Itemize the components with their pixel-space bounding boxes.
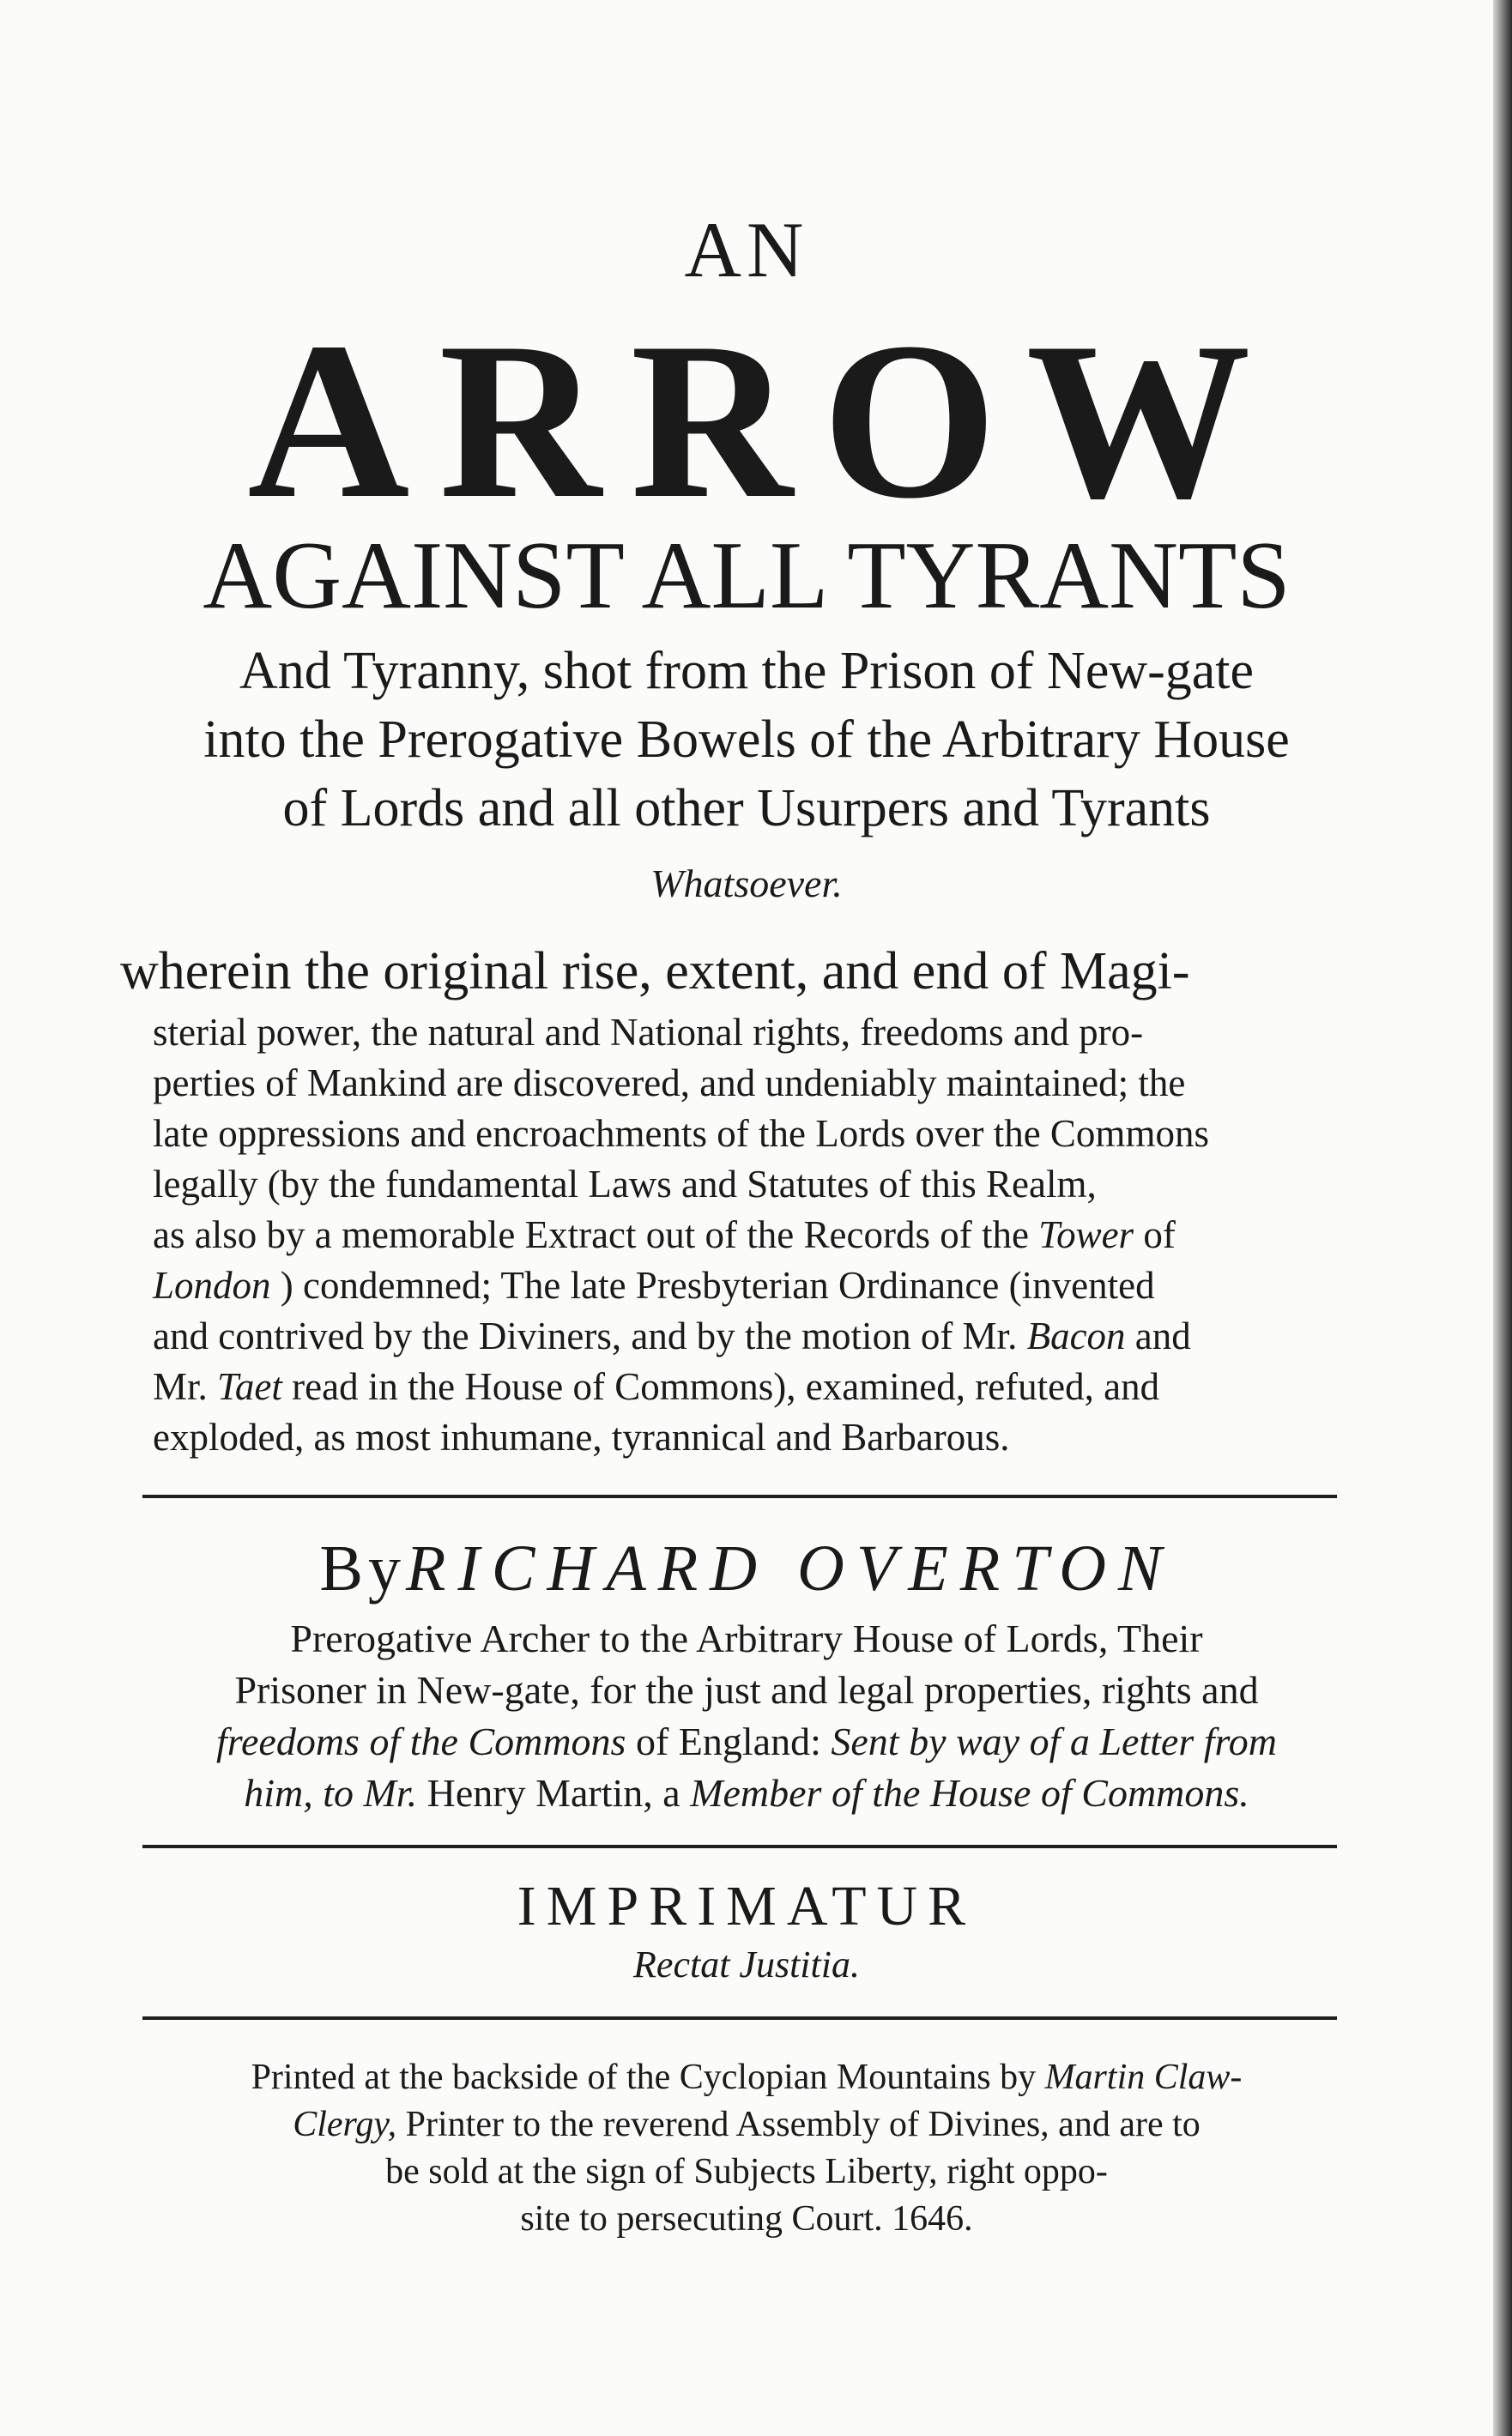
description-line: perties of Mankind are discovered, and undeniably maintained; the xyxy=(153,1061,1186,1104)
colophon xyxy=(0,2054,1493,2243)
description-line: London ) condemned; The late Presbyterian Ordinance (invented xyxy=(153,1264,1155,1307)
description-line: and contrived by the Diviners, and by the motion of Mr. Bacon and xyxy=(153,1315,1191,1357)
title-an: AN xyxy=(684,206,809,293)
divider-rule xyxy=(142,1495,1337,1498)
subtitle-line: into the Prerogative Bowels of the Arbitrary House xyxy=(203,710,1290,769)
title-against-all-tyrants: AGAINST ALL TYRANTS xyxy=(203,523,1291,629)
subtitle xyxy=(0,637,1493,843)
imprimatur: IMPRIMATUR xyxy=(517,1875,977,1937)
author-role xyxy=(0,1613,1493,1819)
description-first-line: wherein the original rise, extent, and end of Magi- xyxy=(120,942,1190,1000)
description xyxy=(120,935,1339,1463)
colophon-line: Clergy, Printer to the reverend Assembly of Divines, and are to xyxy=(293,2105,1201,2144)
role-line: him, to Mr. Henry Martin, a Member of the House of Commons. xyxy=(244,1771,1249,1815)
byline xyxy=(0,1527,1493,1610)
role-line: Prisoner in New-gate, for the just and legal properties, rights and xyxy=(234,1668,1259,1712)
colophon-line: site to persecuting Court. 1646. xyxy=(520,2199,973,2239)
role-line: freedoms of the Commons of England: Sent by way of a Letter from xyxy=(216,1720,1277,1763)
title-arrow: ARROW xyxy=(247,296,1280,545)
subtitle-whatsoever: Whatsoever. xyxy=(650,861,843,905)
divider-rule xyxy=(142,1845,1337,1848)
byline-by: By xyxy=(319,1532,407,1605)
subtitle-line: And Tyranny, shot from the Prison of New-gate xyxy=(239,642,1255,700)
description-line: sterial power, the natural and National rights, freedoms and pro- xyxy=(153,1011,1144,1054)
subtitle-line: of Lords and all other Usurpers and Tyrants xyxy=(282,779,1211,837)
description-line: as also by a memorable Extract out of the Records of the Tower of xyxy=(153,1213,1176,1256)
colophon-line: be sold at the sign of Subjects Liberty, right oppo- xyxy=(385,2152,1108,2191)
colophon-line: Printed at the backside of the Cyclopian Mountains by Martin Claw- xyxy=(251,2058,1243,2097)
description-line: late oppressions and encroachments of the Lords over the Commons xyxy=(153,1112,1209,1155)
description-line: exploded, as most inhumane, tyrannical and Barbarous. xyxy=(153,1416,1010,1459)
description-line: legally (by the fundamental Laws and Statutes of this Realm, xyxy=(153,1163,1097,1206)
imprimatur-subtitle: Rectat Justitia. xyxy=(633,1943,860,1986)
role-line: Prerogative Archer to the Arbitrary House of Lords, Their xyxy=(290,1617,1203,1660)
divider-rule xyxy=(142,2016,1337,2020)
author-name: RICHARD OVERTON xyxy=(406,1532,1174,1605)
description-line: Mr. Taet read in the House of Commons), examined, refuted, and xyxy=(153,1365,1160,1408)
page-edge-shadow xyxy=(1493,0,1512,2436)
